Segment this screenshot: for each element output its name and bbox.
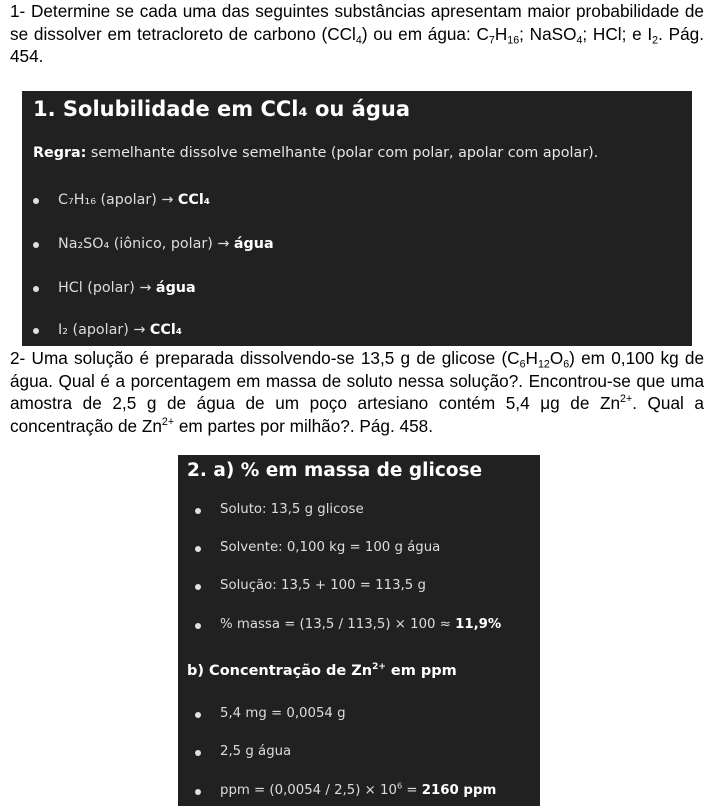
panel-1-title: 1. Solubilidade em CCl₄ ou água — [33, 97, 410, 121]
bullet-icon — [195, 623, 201, 629]
bullet-icon — [195, 546, 201, 552]
answer-panel-2: 2. a) % em massa de glicose Soluto: 13,5 g glicose Solvente: 0,100 kg = 100 g água Solução: 13,5 + 100 = 113,5 g % massa = (13,5 / 113,5) × 100 ≈ 11,9% b) Concentração de $Zn^{2+}$ em ppm 5,4 mg = 0,0054 g 2,5 g água ppm = $(0,0054 / 2,5) \times 10^6 = 2160$ ppm — [178, 455, 540, 806]
bullet-icon — [33, 198, 39, 204]
bullet-icon — [33, 286, 39, 292]
bullet-icon — [33, 328, 39, 334]
bullet-icon — [195, 750, 201, 756]
answer-panel-1: 1. Solubilidade em CCl₄ ou água Regra: semelhante dissolve semelhante (polar com polar, apolar com apolar). C₇H₁₆ (apolar) → CCl₄ Na₂SO₄ (iônico, polar) → água HCl (polar) → água I₂ (apolar) → CCl₄ — [22, 91, 692, 346]
bullet-icon — [33, 242, 39, 248]
bullet-icon — [195, 508, 201, 514]
question-2-text: 2- Uma solução é preparada dissolvendo-se 13,5 g de glicose $(C_6H_{12}O_6)$ em 0,100 kg de água. Qual é a porcentagem em massa de soluto nessa solução?. Encontrou-se que uma amostra de 2,5 g de água de um poço artesiano contém 5,4 μg de $Zn^{2+}$. Qual a concentração de $Zn^{2+}$ em partes por milhão?. Pág. 458. — [10, 348, 705, 436]
bullet-icon — [195, 584, 201, 590]
rule-text: Regra: semelhante dissolve semelhante (polar com polar, apolar com apolar). — [33, 145, 599, 161]
bullet-icon — [195, 789, 201, 795]
zn-ppm-subtitle: b) Concentração de $Zn^{2+}$ em ppm — [187, 662, 457, 679]
question-1-text: 1- Determine se cada uma das seguintes substâncias apresentam maior probabilidade de se dissolver em tetracloreto de carbono (CCl$_4$) ou em água: $C_7H_{16}$; NaSO$_4$; HCl; e $I_2$. Pág. 454. — [10, 1, 704, 66]
panel-2-title: 2. a) % em massa de glicose — [187, 460, 483, 481]
bullet-icon — [195, 712, 201, 718]
